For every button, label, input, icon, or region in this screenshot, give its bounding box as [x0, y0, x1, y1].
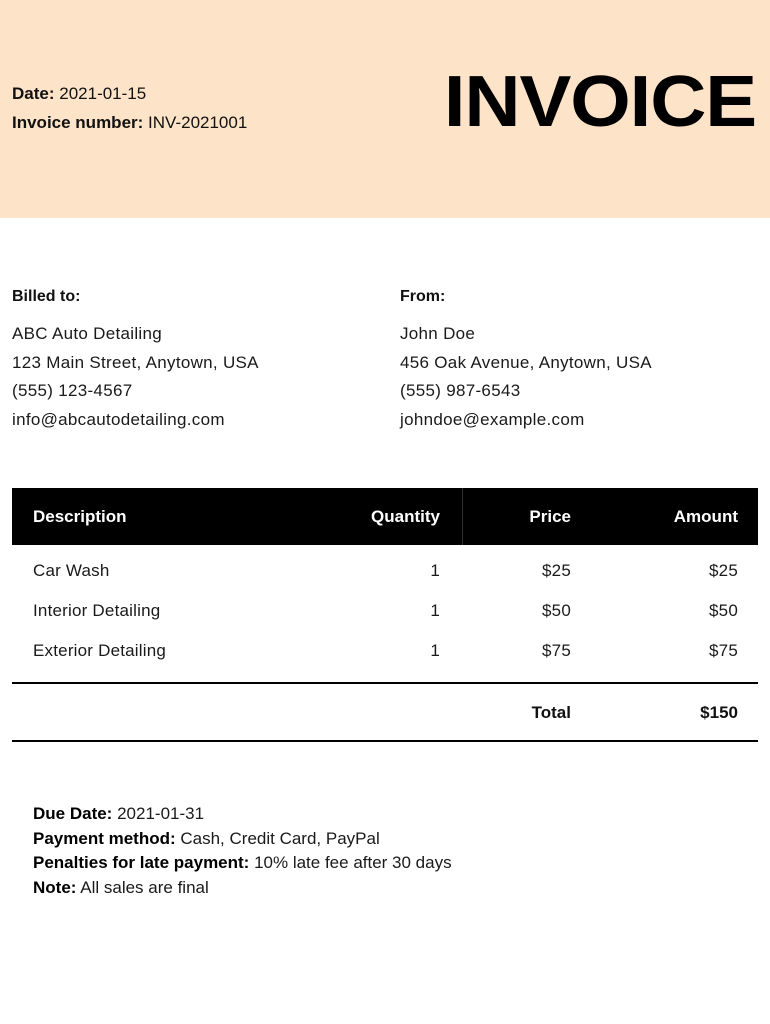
table-row [12, 553, 758, 593]
total-value: $150 [700, 703, 738, 722]
invoice-number-value: INV-2021001 [148, 113, 248, 132]
row-amount: $25 [709, 561, 738, 580]
row-quantity: 1 [430, 561, 440, 580]
header-divider [462, 488, 463, 545]
page-title: INVOICE [443, 62, 756, 142]
line-items-table [12, 488, 758, 673]
from-address: 456 Oak Avenue, Anytown, USA [400, 352, 652, 372]
row-description: Car Wash [33, 561, 110, 580]
row-price: $50 [542, 601, 571, 620]
due-date-label: Due Date: [33, 804, 113, 823]
row-amount: $75 [709, 641, 738, 660]
billed-to-phone: (555) 123-4567 [12, 381, 133, 400]
table-row [12, 633, 758, 673]
billed-to-email: info@abcautodetailing.com [12, 409, 225, 429]
penalties-value: 10% late fee after 30 days [254, 853, 452, 872]
table-row [12, 593, 758, 633]
row-amount: $50 [709, 601, 738, 620]
payment-method-value: Cash, Credit Card, PayPal [180, 828, 380, 848]
row-description: Exterior Detailing [33, 641, 167, 660]
billed-to-block [12, 288, 372, 434]
row-price: $25 [542, 561, 571, 580]
note-label: Note: [33, 877, 77, 897]
from-name: John Doe [400, 324, 476, 343]
note-value: All sales are final [80, 877, 209, 897]
penalties-line [33, 851, 452, 876]
column-header-price: Price [529, 507, 571, 526]
from-phone: (555) 987-6543 [400, 381, 521, 400]
from-heading: From: [400, 288, 446, 305]
invoice-date [12, 84, 146, 104]
payment-method-line [33, 827, 452, 852]
penalties-label: Penalties for late payment: [33, 853, 250, 872]
billed-to-address: 123 Main Street, Anytown, USA [12, 352, 259, 372]
invoice-number [12, 113, 247, 133]
from-block [400, 288, 760, 434]
date-label: Date: [12, 84, 55, 103]
due-date-line [33, 802, 452, 827]
total-top-rule [12, 682, 758, 684]
invoice-notes [33, 802, 452, 900]
table-header [12, 488, 758, 545]
total-bottom-rule [12, 740, 758, 742]
invoice-number-label: Invoice number: [12, 113, 144, 132]
row-description: Interior Detailing [33, 601, 161, 620]
billed-to-name: ABC Auto Detailing [12, 324, 162, 343]
row-quantity: 1 [430, 601, 440, 620]
from-email: johndoe@example.com [400, 409, 585, 429]
column-header-quantity: Quantity [371, 507, 440, 526]
note-line [33, 876, 452, 901]
column-header-description: Description [33, 507, 127, 526]
billed-to-heading: Billed to: [12, 288, 81, 305]
date-value: 2021-01-15 [59, 84, 147, 103]
row-quantity: 1 [430, 641, 440, 660]
total-label: Total [531, 703, 571, 722]
row-price: $75 [542, 641, 571, 660]
column-header-amount: Amount [673, 507, 738, 526]
due-date-value: 2021-01-31 [117, 804, 205, 823]
payment-method-label: Payment method: [33, 828, 176, 848]
